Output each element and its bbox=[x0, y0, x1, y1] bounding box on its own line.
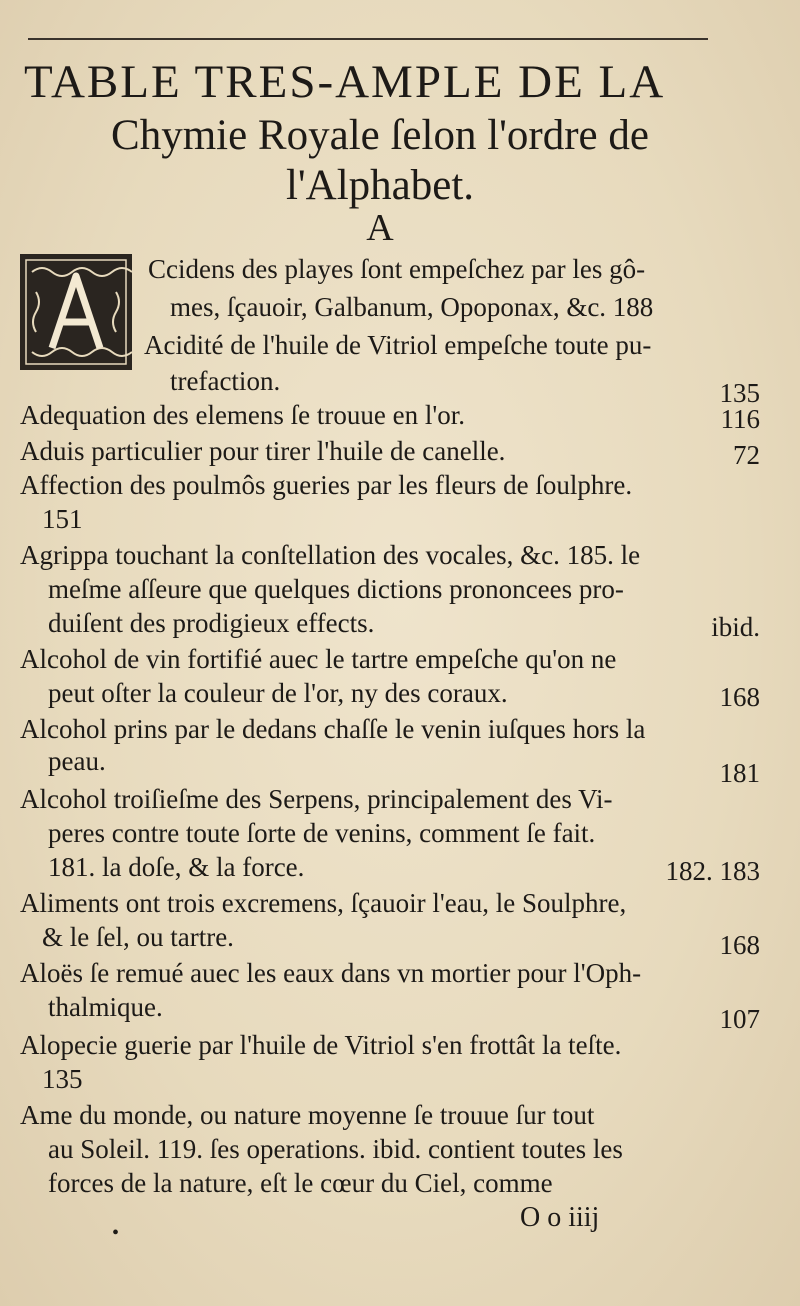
top-rule bbox=[28, 38, 708, 40]
page-ref: 181 bbox=[719, 758, 760, 788]
page-ref: 168 bbox=[719, 930, 760, 960]
page-title: TABLE TRES-AMPLE DE LA bbox=[24, 56, 666, 108]
entry-line: Ame du monde, ou nature moyenne ſe trouue ſur tout bbox=[20, 1100, 595, 1130]
entry-line: Adequation des elemens ſe trouue en l'or. bbox=[20, 400, 465, 430]
entry-line: au Soleil. 119. ſes operations. ibid. contient toutes les bbox=[48, 1134, 623, 1164]
decorated-initial-A-icon bbox=[18, 252, 134, 372]
page-ref: 116 bbox=[720, 404, 760, 434]
entry-line: Alcohol prins par le dedans chaſſe le venin iuſques hors la bbox=[20, 714, 646, 744]
signature-mark: O o iiij bbox=[520, 1202, 600, 1233]
page-ref: 135 bbox=[719, 378, 760, 408]
section-letter: A bbox=[366, 207, 394, 249]
entry-line: Ccidens des playes ſont empeſchez par les gô- bbox=[148, 254, 646, 284]
entry-line: thalmique. bbox=[48, 992, 163, 1022]
entry-line: Aliments ont trois excremens, ſçauoir l'eau, le Soulphre, bbox=[20, 888, 627, 918]
page-ref: ibid. bbox=[711, 612, 760, 642]
page-ref: 107 bbox=[719, 1004, 760, 1034]
title-line-2: Chymie Royale ſelon l'ordre de bbox=[111, 112, 649, 159]
page-ref: 168 bbox=[719, 682, 760, 712]
entry-line: Alcohol troiſieſme des Serpens, principalement des Vi- bbox=[20, 784, 613, 814]
page-ref: 182. 183 bbox=[665, 856, 760, 886]
entry-line: 181. la doſe, & la force. bbox=[48, 852, 305, 882]
entry-line: Alopecie guerie par l'huile de Vitriol s'en frottât la teſte. bbox=[20, 1030, 622, 1060]
entry-line: trefaction. bbox=[170, 366, 281, 396]
entry-line: Affection des poulmôs gueries par les fleurs de ſoulphre. bbox=[20, 470, 633, 500]
entry-line: Alcohol de vin fortifié auec le tartre empeſche qu'on ne bbox=[20, 644, 617, 674]
entry-line: Aduis particulier pour tirer l'huile de canelle. bbox=[20, 436, 506, 466]
entry-line: 151 bbox=[42, 504, 83, 534]
page-ref: 72 bbox=[733, 440, 760, 470]
printer-mark: • bbox=[112, 1222, 120, 1244]
entry-line: forces de la nature, eſt le cœur du Ciel, comme bbox=[48, 1168, 553, 1198]
entry-line: peau. bbox=[48, 746, 106, 776]
entry-line: peres contre toute ſorte de venins, comment ſe fait. bbox=[48, 818, 596, 848]
entry-line: duiſent des prodigieux effects. bbox=[48, 608, 375, 638]
entry-line: Aloës ſe remué auec les eaux dans vn mortier pour l'Oph- bbox=[20, 958, 642, 988]
entry-line: & le ſel, ou tartre. bbox=[42, 922, 234, 952]
entry-line: 135 bbox=[42, 1064, 83, 1094]
title-line-3: l'Alphabet. bbox=[285, 162, 475, 209]
entry-line: peut oſter la couleur de l'or, ny des coraux. bbox=[48, 678, 508, 708]
entry-line: Acidité de l'huile de Vitriol empeſche toute pu- bbox=[144, 330, 652, 360]
entry-line: mes, ſçauoir, Galbanum, Opoponax, &c. 188 bbox=[170, 292, 654, 322]
entry-line: meſme aſſeure que quelques dictions prononcees pro- bbox=[48, 574, 624, 604]
entry-line: Agrippa touchant la conſtellation des vocales, &c. 185. le bbox=[20, 540, 641, 570]
